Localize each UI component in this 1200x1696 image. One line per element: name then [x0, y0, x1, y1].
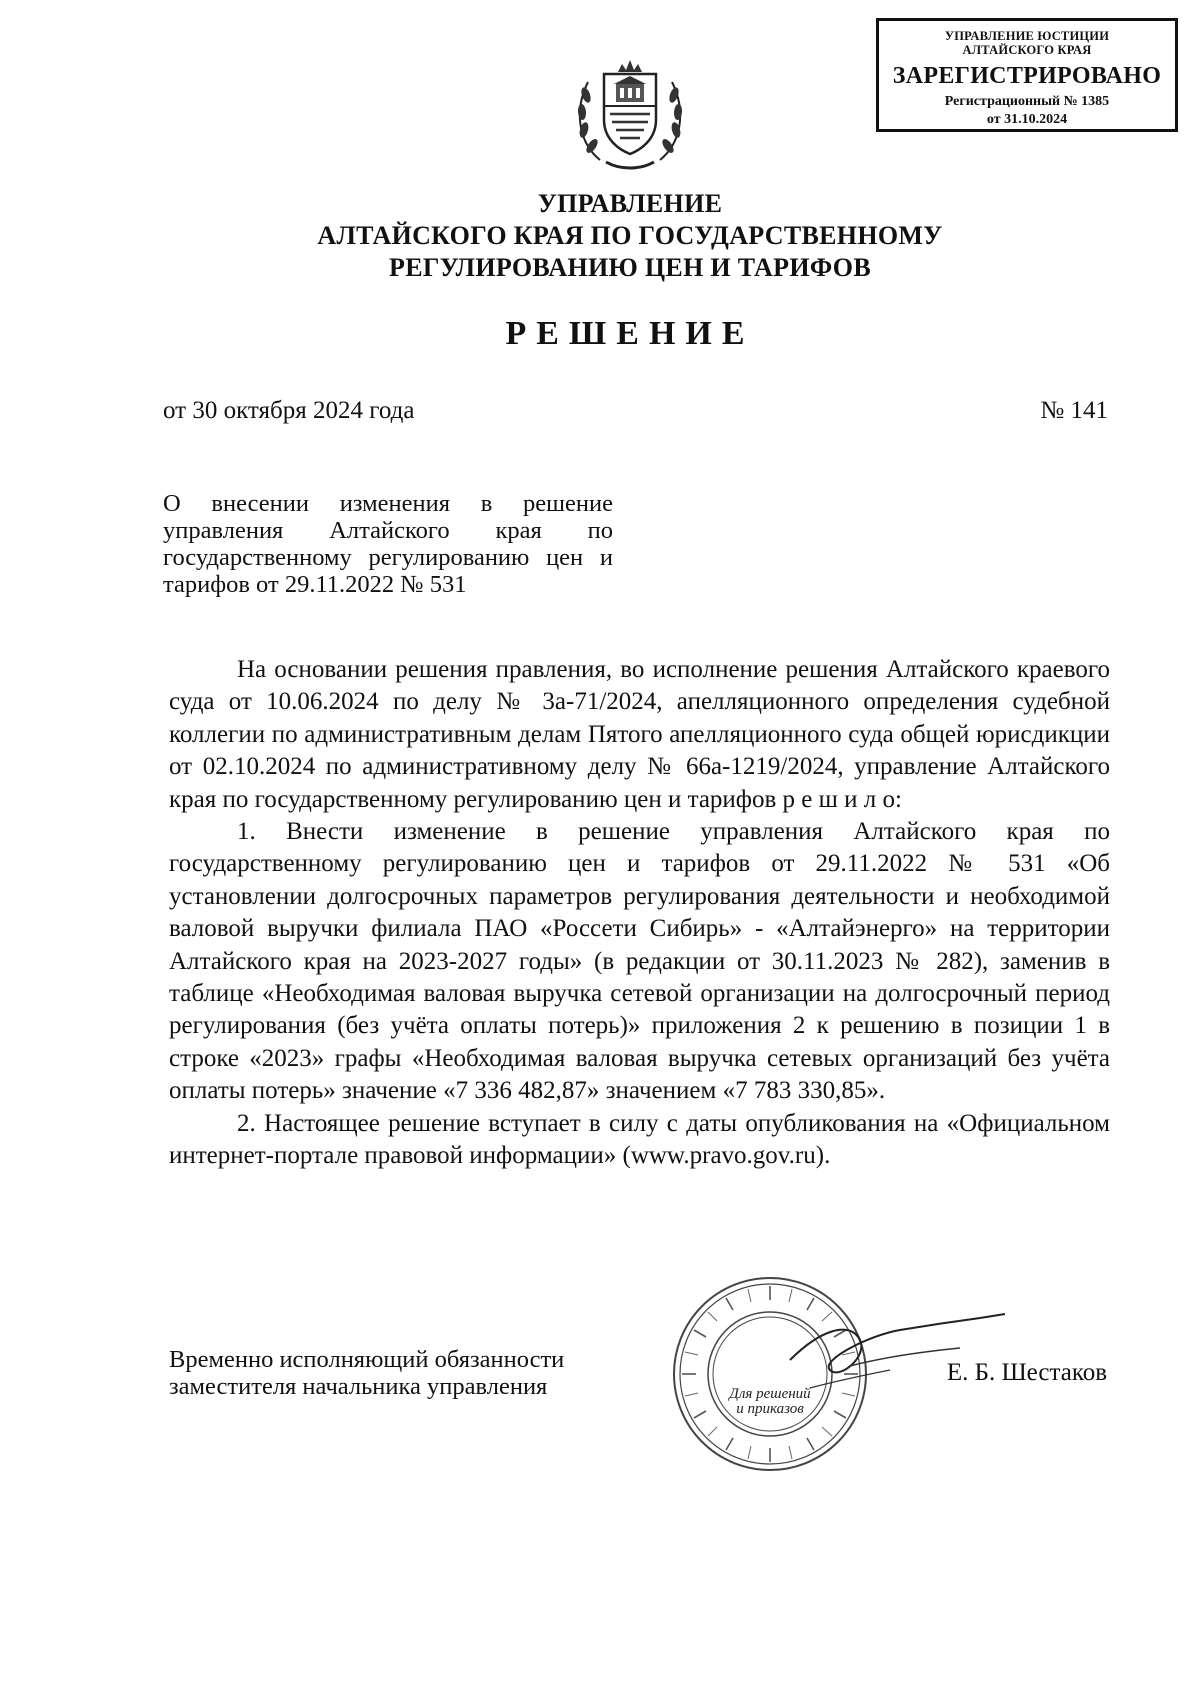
registration-status: ЗАРЕГИСТРИРОВАНО — [892, 63, 1162, 89]
organization-name-line1: УПРАВЛЕНИЕ — [537, 189, 723, 218]
organization-name — [200, 188, 1060, 284]
document-subject: О внесении изменения в решение управления Алтайского края по государственному регулированию цен и тарифов от 29.11.2022 № 531 — [163, 490, 613, 598]
seal-center-line2: и приказов — [736, 1401, 804, 1417]
signatory-position — [169, 1346, 649, 1400]
handwritten-signature-icon — [780, 1300, 1010, 1410]
organization-name-line2: АЛТАЙСКОГО КРАЯ ПО ГОСУДАРСТВЕННОМУ — [317, 221, 943, 250]
registration-date: от 31.10.2024 — [986, 112, 1068, 127]
body-item-2: 2. Настоящее решение вступает в силу с даты опубликования на «Официальном интернет-портале правовой информации» (www.pravo.gov.ru). — [169, 1109, 1110, 1170]
registration-authority-line1: УПРАВЛЕНИЕ ЮСТИЦИИ — [944, 29, 1110, 43]
document-type-title: РЕШЕНИЕ — [505, 315, 755, 352]
body-preamble: На основании решения правления, во исполнение решения Алтайского краевого суда от 10.06.2024 по делу № 3а-71/2024, апелляционного определения судебной коллегии по административным делам Пятого апелляционного суда общей юрисдикции от 02.10.2024 по административному делу № 66а-1219/2024, управление Алтайского края по государственному регулированию цен и тарифов р е ш и л о: — [169, 656, 1110, 813]
organization-name-line3: РЕГУЛИРОВАНИЮ ЦЕН И ТАРИФОВ — [389, 253, 871, 282]
registration-authority-line2: АЛТАЙСКОГО КРАЯ — [962, 43, 1092, 57]
document-body — [169, 654, 1110, 1173]
signatory-position-line2: заместителя начальника управления — [169, 1373, 548, 1400]
registration-stamp — [876, 18, 1178, 132]
document-number: № 141 — [1040, 397, 1108, 424]
coat-of-arms-icon — [570, 50, 690, 175]
signatory-name: Е. Б. Шестаков — [946, 1359, 1107, 1386]
registration-number: Регистрационный № 1385 — [944, 94, 1110, 109]
seal-center-line1: Для решений — [729, 1386, 811, 1402]
signatory-position-line1: Временно исполняющий обязанности — [169, 1346, 565, 1373]
body-item-1: 1. Внести изменение в решение управления Алтайского края по государственному регулированию цен и тарифов от 29.11.2022 № 531 «Об установлении долгосрочных параметров регулирования деятельности и необходимой валовой выручки филиала ПАО «Россети Сибирь» - «Алтайэнерго» на территории Алтайского края на 2023-2027 годы» (в редакции от 30.11.2023 № 282), заменив в таблице «Необходимая валовая выручка сетевой организации на долгосрочный период регулирования (без учёта оплаты потерь)» приложения 2 к решению в позиции 1 в строке «2023» графы «Необходимая валовая выручка сетевых организаций без учёта оплаты потерь» значение «7 336 482,87» значением «7 783 330,85». — [169, 818, 1110, 1105]
document-date: от 30 октября 2024 года — [163, 397, 415, 424]
